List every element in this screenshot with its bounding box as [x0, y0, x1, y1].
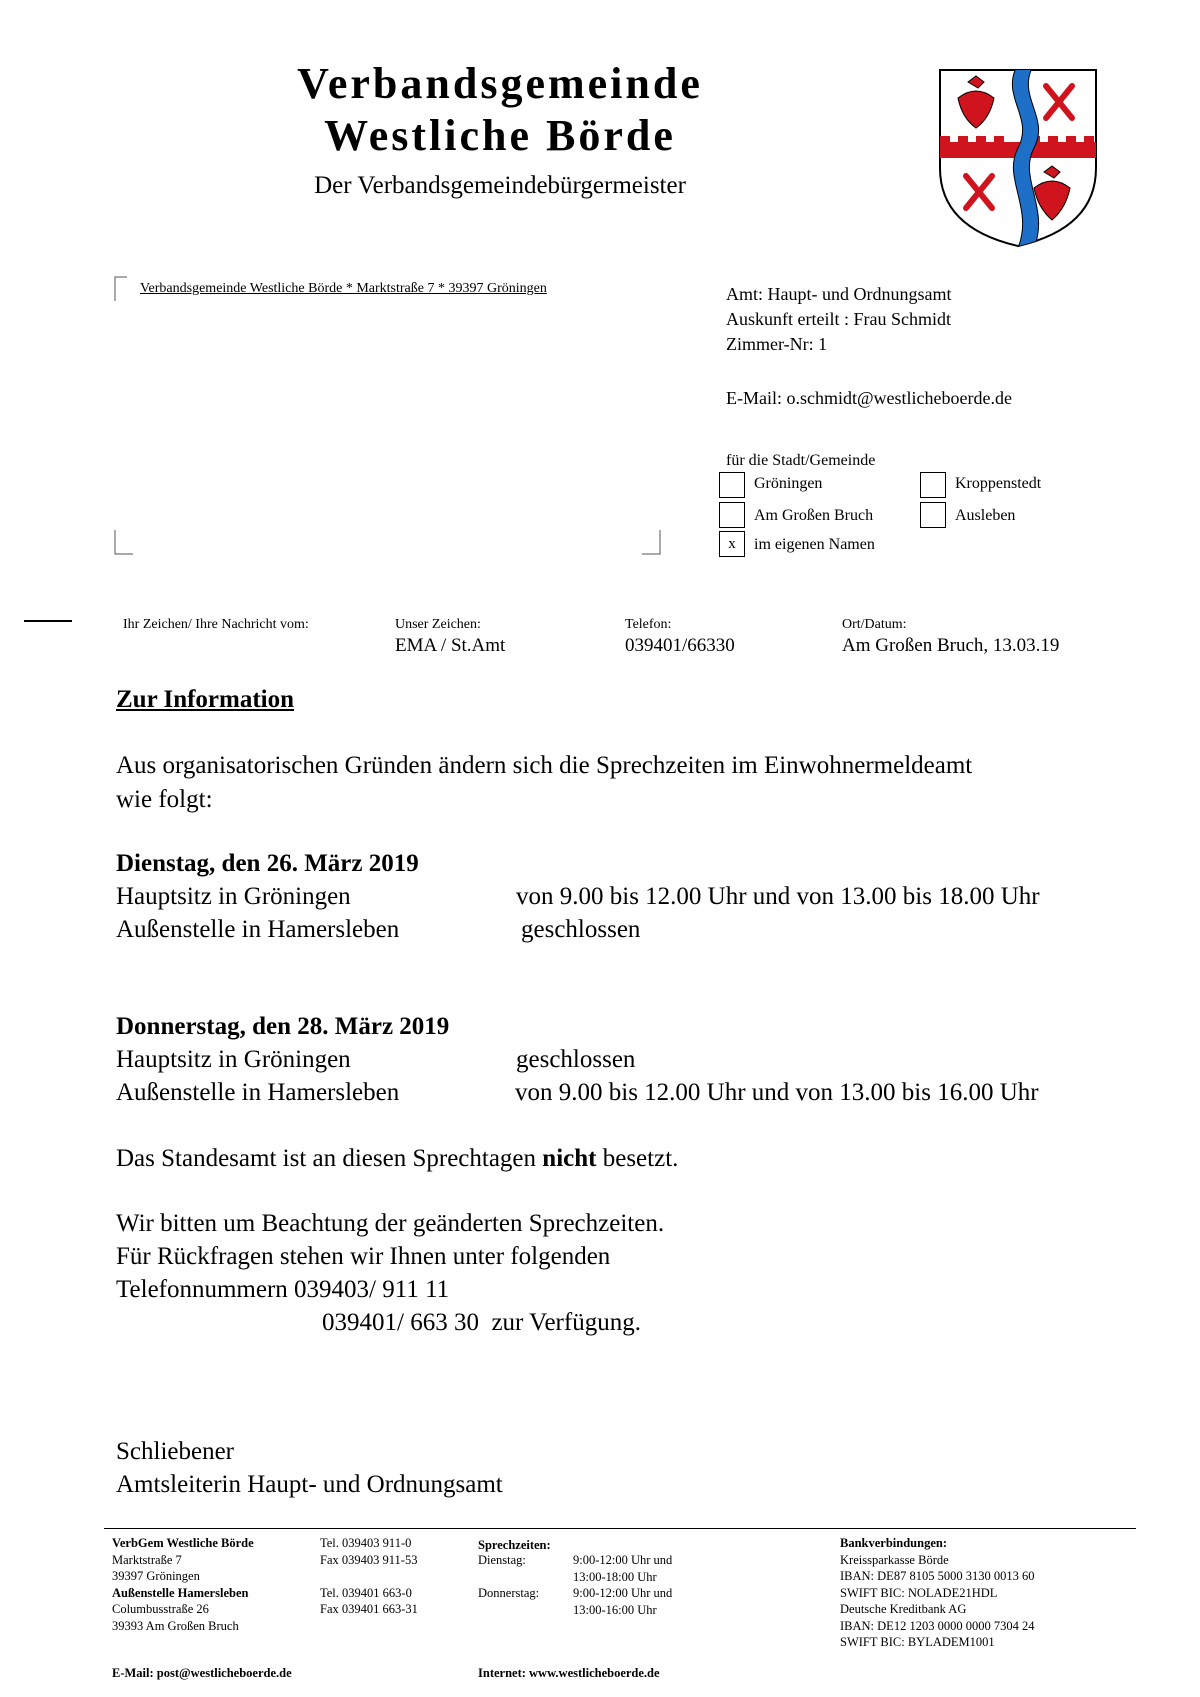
day2-row2-value: von 9.00 bis 12.00 Uhr und von 13.00 bis 16.00 Uhr	[515, 1079, 1039, 1106]
footer-phone-column	[320, 1535, 418, 1618]
footer-bank-line-4: Deutsche Kreditbank AG	[840, 1602, 967, 1616]
office-auskunft: Auskunft erteilt : Frau Schmidt	[726, 309, 951, 329]
footer-dienstag-label: Dienstag:	[478, 1553, 526, 1567]
checkbox-im-eigenen-namen[interactable]: x	[719, 531, 745, 557]
checkbox-kroppenstedt[interactable]	[920, 472, 946, 498]
office-amt: Amt: Haupt- und Ordnungsamt	[726, 284, 952, 304]
footer-fax-branch: Fax 039401 663-31	[320, 1602, 418, 1616]
window-corner-bottom-left	[114, 530, 134, 556]
intro-line-2: wie folgt:	[116, 786, 213, 813]
option-label-ausleben: Ausleben	[955, 507, 1016, 524]
footer-bank-line-2: IBAN: DE87 8105 5000 3130 0013 60	[840, 1569, 1035, 1583]
option-label-im-eigenen-namen: im eigenen Namen	[754, 536, 875, 553]
footer-branch-name: Außenstelle Hamersleben	[112, 1585, 249, 1600]
footer-divider	[104, 1528, 1136, 1529]
footer-donnerstag-time-2: 13:00-16:00 Uhr	[573, 1602, 657, 1617]
letterhead-title-line2: Westliche Börde	[324, 111, 676, 160]
footer-donnerstag-time-1: 9:00-12:00 Uhr und	[573, 1586, 673, 1600]
footer-donnerstag-label: Donnerstag:	[478, 1586, 540, 1600]
footer-bank-line-3: SWIFT BIC: NOLADE21HDL	[840, 1585, 998, 1600]
closing-line-4: 039401/ 663 30 zur Verfügung.	[322, 1309, 641, 1336]
footer-bank-line-5: IBAN: DE12 1203 0000 0000 7304 24	[840, 1618, 1035, 1633]
day1-row2-label: Außenstelle in Hamersleben	[116, 916, 400, 943]
window-corner-top-left	[114, 276, 128, 302]
footer-email: E-Mail: post@westlicheboerde.de	[112, 1666, 292, 1680]
footer-tel-branch: Tel. 039401 663-0	[320, 1585, 412, 1600]
ref-ort-value: Am Großen Bruch, 13.03.19	[842, 635, 1060, 656]
office-zimmer: Zimmer-Nr: 1	[726, 334, 828, 354]
letterhead-title-line1: Verbandsgemeinde	[297, 59, 703, 108]
footer-dienstag-time-1: 9:00-12:00 Uhr und	[573, 1553, 673, 1567]
letter-heading: Zur Information	[116, 686, 295, 713]
window-corner-bottom-right	[642, 530, 662, 556]
day1-row1-value: von 9.00 bis 12.00 Uhr und von 13.00 bis 18.00 Uhr	[516, 883, 1040, 910]
checkbox-ausleben[interactable]	[920, 502, 946, 528]
footer-dienstag-time-2: 13:00-18:00 Uhr	[573, 1569, 657, 1584]
footer-sprechzeiten-label: Sprechzeiten:	[478, 1538, 551, 1552]
option-label-groeningen: Gröningen	[754, 475, 823, 492]
day1-row1-label: Hauptsitz in Gröningen	[116, 883, 351, 910]
closing-line-2: Für Rückfragen stehen wir Ihnen unter folgenden	[116, 1243, 611, 1270]
footer-bank-line-1: Kreissparkasse Börde	[840, 1552, 949, 1567]
day2-row1-value: geschlossen	[516, 1046, 636, 1073]
ref-ihr-zeichen-label: Ihr Zeichen/ Ihre Nachricht vom:	[123, 617, 309, 632]
coat-of-arms-icon	[938, 68, 1098, 248]
option-label-kroppenstedt: Kroppenstedt	[955, 475, 1042, 492]
day2-title: Donnerstag, den 28. März 2019	[116, 1013, 450, 1040]
municipality-label: für die Stadt/Gemeinde	[726, 452, 876, 469]
footer-fax-main: Fax 039403 911-53	[320, 1552, 418, 1567]
ref-telefon-label: Telefon:	[625, 617, 672, 632]
footer-tel-main: Tel. 039403 911-0	[320, 1536, 412, 1550]
footer-branch-city: 39393 Am Großen Bruch	[112, 1618, 239, 1633]
office-email: E-Mail: o.schmidt@westlicheboerde.de	[726, 388, 1012, 408]
day2-row2-label: Außenstelle in Hamersleben	[116, 1079, 400, 1106]
day1-title: Dienstag, den 26. März 2019	[116, 850, 419, 877]
letterhead-subtitle: Der Verbandsgemeindebürgermeister	[314, 172, 686, 199]
intro-line-1: Aus organisatorischen Gründen ändern sich die Sprechzeiten im Einwohnermeldeamt	[116, 752, 973, 779]
ref-unser-zeichen-value: EMA / St.Amt	[395, 635, 506, 656]
checkbox-am-grossen-bruch[interactable]	[719, 502, 745, 528]
footer-city: 39397 Gröningen	[112, 1569, 200, 1583]
checkbox-groeningen[interactable]	[719, 472, 745, 498]
standesamt-note: Das Standesamt ist an diesen Sprechtagen nicht besetzt.	[116, 1145, 679, 1172]
footer-internet: Internet: www.westlicheboerde.de	[478, 1666, 660, 1680]
footer-bank-column	[840, 1535, 1034, 1651]
ref-ort-label: Ort/Datum:	[842, 617, 907, 632]
footer-bank-line-6: SWIFT BIC: BYLADEM1001	[840, 1635, 995, 1649]
closing-line-3: Telefonnummern 039403/ 911 11	[116, 1276, 450, 1303]
signature-title: Amtsleiterin Haupt- und Ordnungsamt	[116, 1471, 503, 1498]
footer-donnerstag-times	[573, 1585, 672, 1618]
footer-address-column	[112, 1535, 254, 1634]
day1-row2-value: geschlossen	[521, 916, 641, 943]
day2-row1-label: Hauptsitz in Gröningen	[116, 1046, 351, 1073]
ref-unser-zeichen-label: Unser Zeichen:	[395, 617, 481, 632]
option-label-am-grossen-bruch: Am Großen Bruch	[754, 507, 874, 524]
footer-street: Marktstraße 7	[112, 1552, 182, 1567]
fold-mark	[24, 620, 72, 622]
footer-branch-street: Columbusstraße 26	[112, 1602, 209, 1616]
footer-dienstag-times	[573, 1552, 672, 1585]
footer-bank-label: Bankverbindungen:	[840, 1536, 947, 1550]
ref-telefon-value: 039401/66330	[625, 635, 735, 656]
sender-line: Verbandsgemeinde Westliche Börde * Marktstraße 7 * 39397 Gröningen	[140, 281, 547, 296]
closing-line-1: Wir bitten um Beachtung der geänderten Sprechzeiten.	[116, 1210, 665, 1237]
signature-name: Schliebener	[116, 1438, 235, 1465]
footer-org-name: VerbGem Westliche Börde	[112, 1536, 254, 1550]
